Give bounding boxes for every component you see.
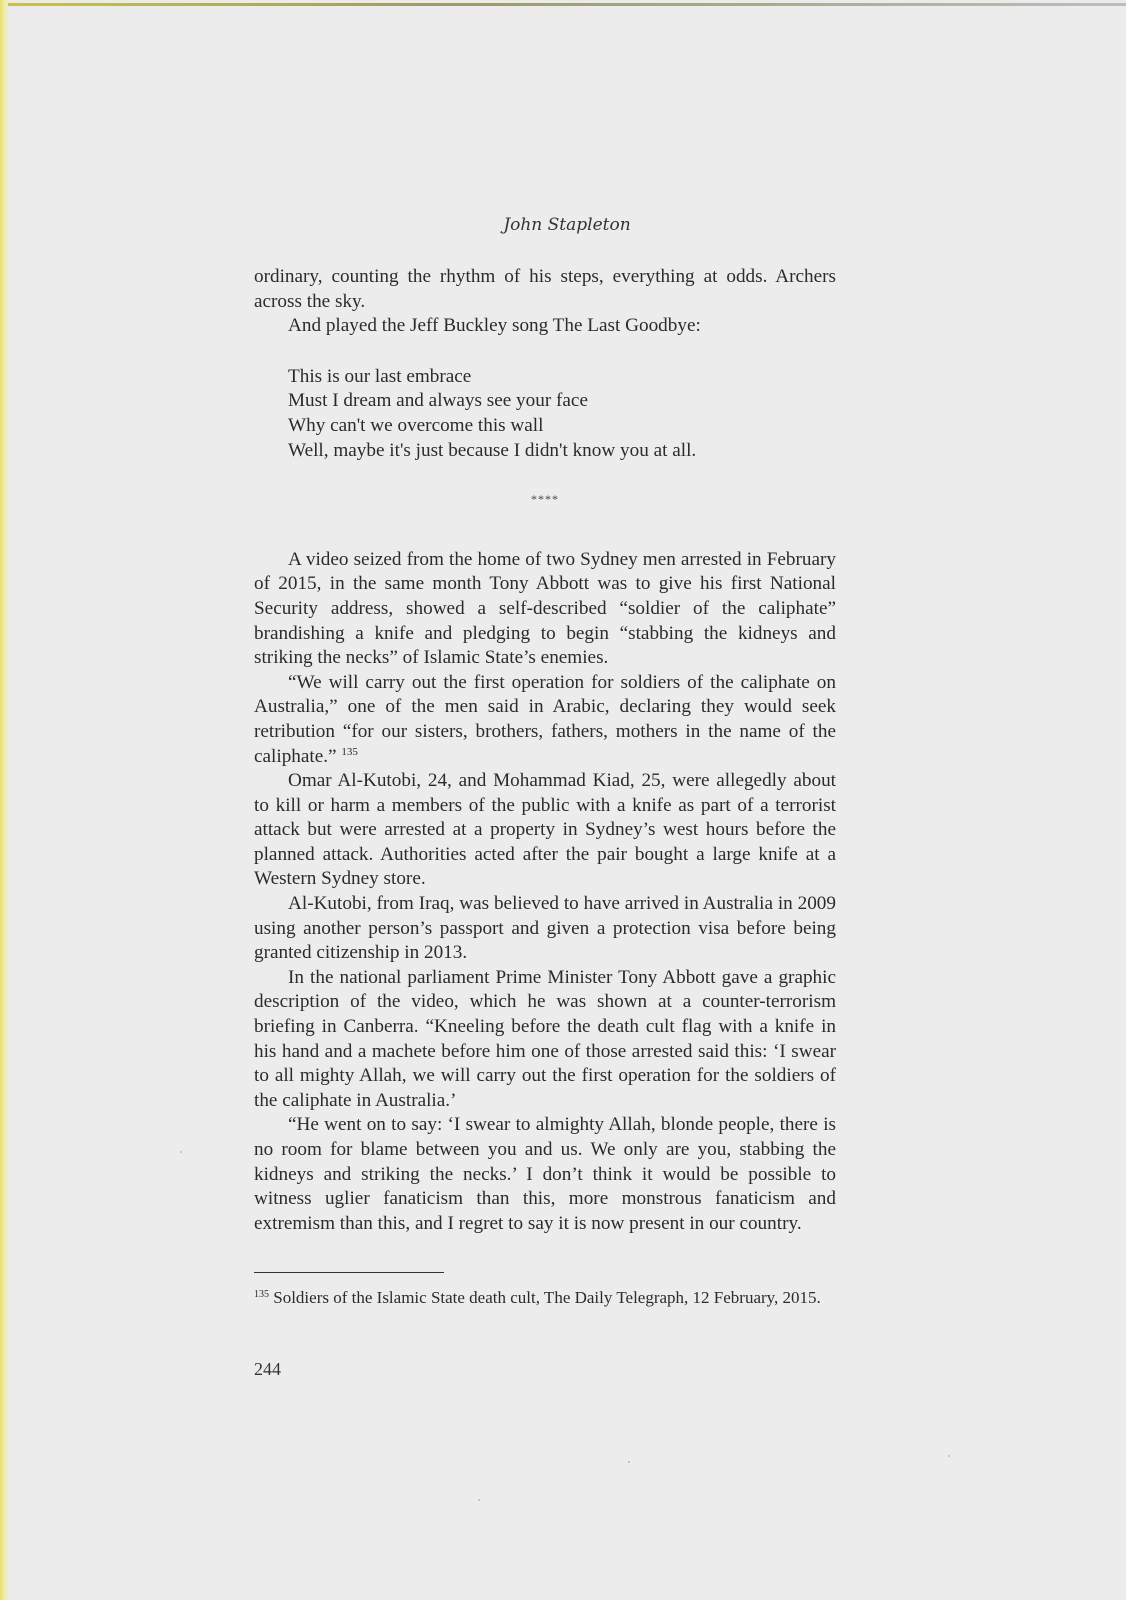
scan-speck	[628, 1461, 630, 1463]
footnote-divider	[254, 1272, 444, 1273]
paragraph	[254, 671, 836, 769]
paragraph: In the national parliament Prime Minister Tony Abbott gave a graphic description of the video, which he was shown at a counter-terrorism briefing in Canberra. “Kneeling before the death cult flag with a knife in his hand and a machete before him one of those arrested said this: ‘I swear to all mighty Allah, we will carry out the first operation for the soldiers of the caliphate in Australia.’	[254, 966, 836, 1111]
page-number: 244	[254, 1359, 281, 1379]
lyric-line: Why can't we overcome this wall	[288, 414, 544, 436]
scan-speck	[180, 1151, 182, 1153]
paragraph-song-intro: And played the Jeff Buckley song The Last Goodbye:	[288, 315, 701, 337]
paragraph-text: “We will carry out the first operation for soldiers of the caliphate on Australia,” one of the men said in Arabic, declaring they would seek retribution “for our sisters, brothers, fathers, mothers in the name of the caliphate.”	[254, 671, 836, 767]
paragraph-continued: ordinary, counting the rhythm of his steps, everything at odds. Archers across the sky.	[254, 266, 836, 312]
paragraph: Omar Al-Kutobi, 24, and Mohammad Kiad, 25, were allegedly about to kill or harm a members of the public with a knife as part of a terrorist attack but were arrested at a property in Sydney’s west hours before the planned attack. Authorities acted after the pair bought a large knife at a Western Sydney store.	[254, 770, 836, 890]
lyric-line: This is our last embrace	[288, 365, 472, 387]
footnote-number: 135	[254, 1289, 269, 1300]
paragraph: A video seized from the home of two Sydney men arrested in February of 2015, in the same month Tony Abbott was to give his first National Security address, showed a self-described “soldier of the caliphate” brandishing a knife and pledging to begin “stabbing the kidneys and striking the necks” of Islamic State’s enemies.	[254, 548, 836, 669]
book-page	[8, 3, 1126, 1600]
scan-speck	[478, 1499, 480, 1501]
running-head: John Stapleton	[503, 215, 631, 235]
paragraph: Al-Kutobi, from Iraq, was believed to have arrived in Australia in 2009 using another person’s passport and given a protection visa before being granted citizenship in 2013.	[254, 893, 836, 964]
footnote-text: Soldiers of the Islamic State death cult, The Daily Telegraph, 12 February, 2015.	[273, 1288, 821, 1307]
section-separator: ****	[531, 492, 559, 507]
body-text	[254, 265, 836, 1236]
lyric-line: Well, maybe it's just because I didn't know you at all.	[288, 439, 697, 461]
lyric-line: Must I dream and always see your face	[288, 390, 588, 412]
footnote-marker: 135	[341, 745, 358, 758]
scan-speck	[948, 1455, 950, 1457]
scan-edge	[8, 3, 1126, 6]
footnote	[254, 1286, 836, 1309]
song-lyrics	[288, 365, 836, 463]
paragraph: “He went on to say: ‘I swear to almighty Allah, blonde people, there is no room for blame between you and us. We only are you, stabbing the kidneys and striking the necks.’ I don’t think it would be possible to witness uglier fanaticism than this, more monstrous fanaticism and extremism than this, and I regret to say it is now present in our country.	[254, 1114, 836, 1234]
